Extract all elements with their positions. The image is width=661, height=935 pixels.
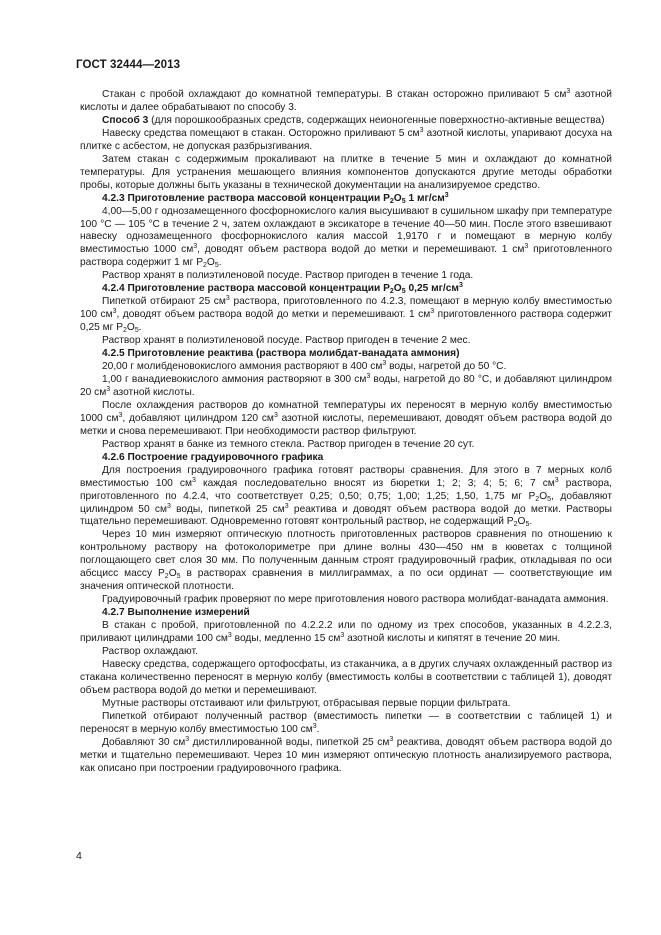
section-heading: 4.2.7 Выполнение измерений bbox=[102, 607, 250, 619]
paragraph: В стакан с пробой, приготовленной по 4.2.2.2 или по одному из трех способов, указанных в 4.2.2.3, приливают цилиндрами 100 $см^3$ воды, медленно 15 $см^3$ азотной кислоты и кипятят в течение 20 мин. bbox=[80, 620, 612, 645]
paragraph: Мутные растворы отстаивают или фильтруют, отбрасывая первые порции фильтрата. bbox=[102, 697, 511, 709]
section-heading: 4.2.3 Приготовление раствора массовой концентрации $P_2O_5$ 1 $мг/см^3$ bbox=[102, 191, 449, 205]
section-heading: 4.2.6 Построение градуировочного графика bbox=[102, 451, 324, 463]
section-heading: 4.2.4 Приготовление раствора массовой концентрации $P_2O_5$ 0,25 $мг/см^3$ bbox=[102, 282, 463, 296]
paragraph: Добавляют 30 $см^3$ дистиллированной воды, пипеткой 25 $см^3$ реактива, доводят объем раствора водой до метки и тщательно перемешивают. Через 10 мин измеряют оптическую плотность анализируемого раствора, как описано при построении градуировочного графика. bbox=[80, 735, 612, 774]
paragraph: Навеску средства помещают в стакан. Осторожно приливают 5 $см^3$ азотной кислоты, упаривают досуха на плитке с асбестом, не допуская разбрызгивания. bbox=[80, 126, 612, 152]
page-number: 4 bbox=[76, 850, 82, 862]
paragraph: Раствор хранят в банке из темного стекла. Раствор пригоден в течение 20 сут. bbox=[102, 438, 475, 450]
paragraph: Пипеткой отбирают 25 $см^3$ раствора, приготовленного по 4.2.3, помещают в мерную колбу вместимостью 100 $см^3$, доводят объем раствора водой до метки и перемешивают. 1 $см^3$ приготовленного раствора содержит 0,25 мг $P_2O_5$. bbox=[80, 295, 612, 335]
paragraph: 20,00 г молибденовокислого аммония растворяют в 400 $см^3$ воды, нагретой до 50 °С. bbox=[102, 360, 507, 373]
section-heading: 4.2.5 Приготовление реактива (раствора молибдат-ванадата аммония) bbox=[102, 348, 460, 360]
paragraph: Через 10 мин измеряют оптическую плотность приготовленных растворов сравнения по отношению к контрольному раствору на фотоколориметре при длине волны 430—450 нм в кюветах с толщиной поглощающего свет слоя 30 мм. По полученным данным строят градуировочный график, откладывая по оси абсцисс массу $P_2O_5$ в растворах сравнения в миллиграммах, а по оси ординат — соответствующие им значения оптической плотности. bbox=[80, 529, 612, 593]
paragraph: Навеску средства, содержащего ортофосфаты, из стаканчика, а в других случаях охлажденный раствор из стакана количественно переносят в мерную колбу (вместимость колбы в соответствии с таблицей 1), доводят объем раствора водой до метки и перемешивают. bbox=[80, 658, 612, 696]
paragraph: Раствор хранят в полиэтиленовой посуде. Раствор пригоден в течение 2 мес. bbox=[102, 335, 471, 347]
paragraph: Градуировочный график проверяют по мере приготовления нового раствора молибдат-ванадата аммония. bbox=[102, 594, 609, 606]
document-header: ГОСТ 32444—2013 bbox=[76, 59, 181, 71]
paragraph: Для построения градуировочного графика готовят растворы сравнения. Для этого в 7 мерных колб вместимостью 100 $см^3$ каждая последовательно вносят из бюретки 1; 2; 3; 4; 5; 6; 7 $см^3$ раствора, приготовленного по 4.2.4, что соответствует 0,25; 0,50; 0,75; 1,00; 1,25; 1,50, 1,75 мг $P_2O_5$, добавляют цилиндром 50 $см^3$ воды, пипеткой 25 $см^3$ реактива и доводят объем раствора водой до метки. Растворы тщательно перемешивают. Одновременно готовят контрольный раствор, не содержащий $P_2O_5$. bbox=[80, 464, 613, 529]
paragraph: Стакан с пробой охлаждают до комнатной температуры. В стакан осторожно приливают 5 $см^3$ азотной кислоты и далее обрабатывают по способу 3. bbox=[80, 88, 612, 113]
paragraph: Пипеткой отбирают полученный раствор (вместимость пипетки — в соответствии с таблицей 1) и переносят в мерную колбу вместимостью 100 $см^3$. bbox=[80, 710, 612, 735]
paragraph: Способ 3 (для порошкообразных средств, содержащих неионогенные поверхностно-активные вещества) bbox=[102, 114, 605, 126]
document-body bbox=[80, 89, 612, 776]
paragraph: Затем стакан с содержимым прокаливают на плитке в течение 5 мин и охлаждают до комнатной температуры. Для устранения мешающего влияния компонентов допускаются другие методы обработки пробы, которые должны быть указаны в технической документации на анализируемое средство. bbox=[80, 153, 612, 191]
paragraph: После охлаждения растворов до комнатной температуры их переносят в мерную колбу вместимостью 1000 $см^3$, добавляют цилиндром 120 $см^3$ азотной кислоты, перемешивают, доводят объем раствора водой до метки и снова перемешивают. При необходимости раствор фильтруют. bbox=[80, 399, 612, 437]
paragraph: Раствор хранят в полиэтиленовой посуде. Раствор пригоден в течение 1 года. bbox=[102, 270, 474, 282]
paragraph: 1,00 г ванадиевокислого аммония растворяют в 300 $см^3$ воды, нагретой до 80 °С, и добавляют цилиндром 20 $см^3$ азотной кислоты. bbox=[80, 372, 612, 398]
paragraph: Раствор охлаждают. bbox=[102, 645, 198, 657]
paragraph: 4,00—5,00 г однозамещенного фосфорнокислого калия высушивают в сушильном шкафу при температуре 100 °С — 105 °С в течение 2 ч, затем охлаждают в эксикаторе в течение 40—50 мин. После этого взвешивают навеску однозамещенного фосфорнокислого калия массой 1,9170 г и помещают в мерную колбу вместимостью 1000 $см^3$, доводят объем раствора водой до метки и перемешивают. 1 $см^3$ приготовленного раствора содержит 1 мг $P_2O_5$. bbox=[80, 205, 612, 270]
